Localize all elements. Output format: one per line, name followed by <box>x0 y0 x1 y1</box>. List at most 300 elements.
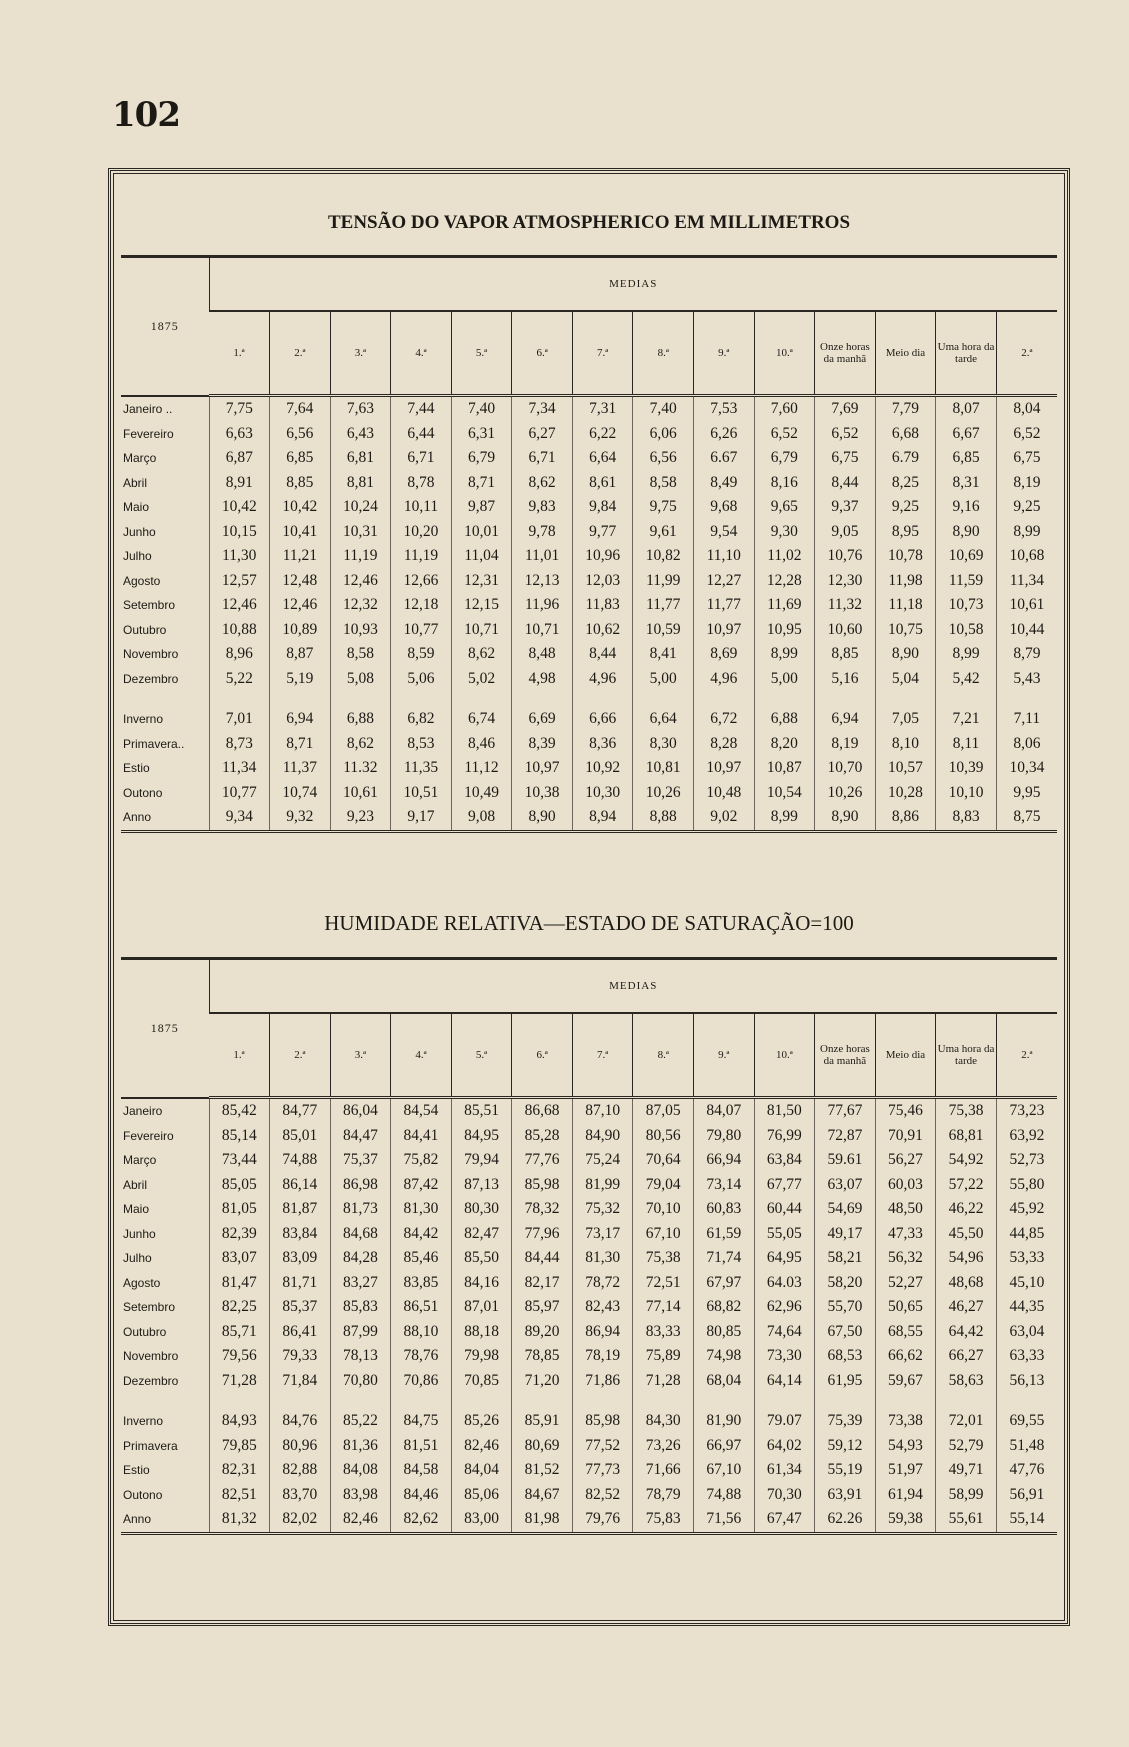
table-row <box>121 1246 1057 1271</box>
data-cell: 8,69 <box>694 642 755 667</box>
data-cell: 6,63 <box>209 422 270 447</box>
row-spacer <box>121 691 1057 707</box>
relative-humidity-section <box>121 893 1057 1535</box>
data-cell: 9,75 <box>633 495 694 520</box>
data-cell: 73,44 <box>209 1148 270 1173</box>
data-cell: 5,22 <box>209 667 270 692</box>
row-label: Abril <box>123 475 148 490</box>
data-cell: 81,90 <box>694 1409 755 1434</box>
data-cell: 8,19 <box>996 471 1057 496</box>
data-cell: 6,71 <box>512 446 573 471</box>
data-cell: 11,34 <box>209 756 270 781</box>
data-cell: 55,61 <box>936 1507 997 1533</box>
row-label: Novembro <box>123 1349 179 1364</box>
data-cell: 8,04 <box>996 396 1057 422</box>
data-cell: 10,31 <box>330 520 391 545</box>
table-row <box>121 446 1057 471</box>
column-header: 3.ª <box>330 1013 391 1098</box>
data-cell: 11.32 <box>330 756 391 781</box>
data-cell: 6,67 <box>936 422 997 447</box>
data-cell: 79,94 <box>451 1148 512 1173</box>
data-cell: 81,05 <box>209 1197 270 1222</box>
data-cell: 9,02 <box>694 805 755 831</box>
data-cell: 8,99 <box>936 642 997 667</box>
data-cell: 10,97 <box>694 618 755 643</box>
data-cell: 88,18 <box>451 1320 512 1345</box>
data-cell: 7,60 <box>754 396 815 422</box>
data-cell: 75,83 <box>633 1507 694 1533</box>
data-cell: 82,43 <box>572 1295 633 1320</box>
data-cell: 5,19 <box>270 667 331 692</box>
data-cell: 61,94 <box>875 1483 936 1508</box>
data-cell: 7,64 <box>270 396 331 422</box>
data-cell: 10,73 <box>936 593 997 618</box>
row-label: Estio <box>123 1463 150 1478</box>
table-row <box>121 707 1057 732</box>
data-cell: 68,81 <box>936 1124 997 1149</box>
column-header: 9.ª <box>694 311 755 396</box>
data-cell: 10,48 <box>694 781 755 806</box>
data-cell: 85,42 <box>209 1098 270 1124</box>
row-label: Outubro <box>123 1324 167 1339</box>
data-cell: 9,17 <box>391 805 452 831</box>
data-cell: 78,79 <box>633 1483 694 1508</box>
vapor-tension-section <box>121 185 1057 833</box>
data-cell: 7,69 <box>815 396 876 422</box>
data-cell: 81,71 <box>270 1271 331 1296</box>
data-cell: 56,32 <box>875 1246 936 1271</box>
data-cell: 76,99 <box>754 1124 815 1149</box>
data-cell: 84,47 <box>330 1124 391 1149</box>
data-cell: 84,58 <box>391 1458 452 1483</box>
row-label: Setembro <box>123 1300 176 1315</box>
data-cell: 89,20 <box>512 1320 573 1345</box>
data-cell: 8,31 <box>936 471 997 496</box>
data-cell: 70,86 <box>391 1369 452 1394</box>
data-cell: 10,96 <box>572 544 633 569</box>
data-cell: 66,94 <box>694 1148 755 1173</box>
data-cell: 87,01 <box>451 1295 512 1320</box>
data-cell: 10,87 <box>754 756 815 781</box>
data-cell: 10,60 <box>815 618 876 643</box>
data-cell: 74,88 <box>270 1148 331 1173</box>
data-cell: 10,42 <box>270 495 331 520</box>
data-cell: 63,33 <box>996 1344 1057 1369</box>
data-cell: 7,44 <box>391 396 452 422</box>
data-cell: 6,66 <box>572 707 633 732</box>
data-cell: 6,27 <box>512 422 573 447</box>
data-cell: 6,68 <box>875 422 936 447</box>
data-cell: 72,01 <box>936 1409 997 1434</box>
data-cell: 10,15 <box>209 520 270 545</box>
data-cell: 59,67 <box>875 1369 936 1394</box>
year-header: 1875 <box>121 257 209 396</box>
data-cell: 6,22 <box>572 422 633 447</box>
data-cell: 8,53 <box>391 732 452 757</box>
data-cell: 8,95 <box>875 520 936 545</box>
data-cell: 84,76 <box>270 1409 331 1434</box>
data-cell: 44,35 <box>996 1295 1057 1320</box>
data-cell: 8,19 <box>815 732 876 757</box>
data-cell: 6,52 <box>754 422 815 447</box>
data-cell: 81,32 <box>209 1507 270 1533</box>
column-header: 2.ª <box>996 311 1057 396</box>
data-cell: 85,46 <box>391 1246 452 1271</box>
data-cell: 9,32 <box>270 805 331 831</box>
data-cell: 84,68 <box>330 1222 391 1247</box>
data-cell: 8,79 <box>996 642 1057 667</box>
data-cell: 82,31 <box>209 1458 270 1483</box>
table-row <box>121 1098 1057 1124</box>
data-cell: 47,76 <box>996 1458 1057 1483</box>
data-cell: 10,54 <box>754 781 815 806</box>
data-cell: 8,99 <box>754 642 815 667</box>
data-cell: 85,22 <box>330 1409 391 1434</box>
data-cell: 9,61 <box>633 520 694 545</box>
column-header: 1.ª <box>209 311 270 396</box>
table-row <box>121 520 1057 545</box>
data-cell: 7,63 <box>330 396 391 422</box>
data-cell: 85,83 <box>330 1295 391 1320</box>
data-cell: 59.61 <box>815 1148 876 1173</box>
row-label: Fevereiro <box>123 1128 174 1143</box>
section-title: HUMIDADE RELATIVA—ESTADO DE SATURAÇÃO=100 <box>324 911 854 935</box>
data-cell: 8,99 <box>754 805 815 831</box>
data-cell: 60,83 <box>694 1197 755 1222</box>
row-label: Maio <box>123 1202 150 1217</box>
data-cell: 10,77 <box>209 781 270 806</box>
column-header: 3.ª <box>330 311 391 396</box>
column-header: 10.ª <box>754 311 815 396</box>
table-row <box>121 1197 1057 1222</box>
data-cell: 73,17 <box>572 1222 633 1247</box>
data-cell: 84,54 <box>391 1098 452 1124</box>
table-row <box>121 642 1057 667</box>
column-header: 6.ª <box>512 1013 573 1098</box>
data-cell: 80,30 <box>451 1197 512 1222</box>
data-cell: 8,75 <box>996 805 1057 831</box>
column-header: Meio dia <box>875 311 936 396</box>
data-cell: 84,42 <box>391 1222 452 1247</box>
data-cell: 87,05 <box>633 1098 694 1124</box>
data-cell: 10,26 <box>815 781 876 806</box>
data-cell: 6,72 <box>694 707 755 732</box>
data-cell: 10,26 <box>633 781 694 806</box>
data-cell: 79,33 <box>270 1344 331 1369</box>
data-cell: 5,42 <box>936 667 997 692</box>
data-cell: 10,44 <box>996 618 1057 643</box>
data-cell: 11,99 <box>633 569 694 594</box>
data-cell: 81,50 <box>754 1098 815 1124</box>
data-cell: 10,76 <box>815 544 876 569</box>
table-row <box>121 422 1057 447</box>
data-cell: 78,19 <box>572 1344 633 1369</box>
data-cell: 10,69 <box>936 544 997 569</box>
data-cell: 10,74 <box>270 781 331 806</box>
data-cell: 84,16 <box>451 1271 512 1296</box>
data-cell: 58,99 <box>936 1483 997 1508</box>
data-cell: 86,68 <box>512 1098 573 1124</box>
data-cell: 11,96 <box>512 593 573 618</box>
data-cell: 8,28 <box>694 732 755 757</box>
data-cell: 5,16 <box>815 667 876 692</box>
data-cell: 8,83 <box>936 805 997 831</box>
row-label: Agosto <box>123 1275 161 1290</box>
row-label: Anno <box>123 810 152 825</box>
data-cell: 10,71 <box>512 618 573 643</box>
data-cell: 63,84 <box>754 1148 815 1173</box>
data-cell: 53,33 <box>996 1246 1057 1271</box>
header-row-medias <box>121 959 1057 1014</box>
data-cell: 63,91 <box>815 1483 876 1508</box>
row-label: Outono <box>123 785 163 800</box>
data-cell: 12,46 <box>270 593 331 618</box>
data-cell: 9,08 <box>451 805 512 831</box>
column-header: Onze horas da manhã <box>815 1013 876 1098</box>
column-header: 5.ª <box>451 1013 512 1098</box>
data-cell: 84,95 <box>451 1124 512 1149</box>
data-cell: 8,11 <box>936 732 997 757</box>
data-cell: 6,44 <box>391 422 452 447</box>
data-cell: 10,20 <box>391 520 452 545</box>
table-row <box>121 396 1057 422</box>
data-cell: 8,10 <box>875 732 936 757</box>
table-row <box>121 1409 1057 1434</box>
data-cell: 8,39 <box>512 732 573 757</box>
data-cell: 84,75 <box>391 1409 452 1434</box>
data-cell: 8,87 <box>270 642 331 667</box>
data-cell: 8,78 <box>391 471 452 496</box>
data-cell: 70,30 <box>754 1483 815 1508</box>
data-cell: 75,24 <box>572 1148 633 1173</box>
data-cell: 8,91 <box>209 471 270 496</box>
data-cell: 10,92 <box>572 756 633 781</box>
data-cell: 10,68 <box>996 544 1057 569</box>
data-cell: 8,99 <box>996 520 1057 545</box>
data-cell: 6,85 <box>936 446 997 471</box>
data-cell: 11,69 <box>754 593 815 618</box>
data-cell: 77,52 <box>572 1434 633 1459</box>
table-row <box>121 544 1057 569</box>
row-label: Dezembro <box>123 671 179 686</box>
data-cell: 55,05 <box>754 1222 815 1247</box>
data-cell: 7,31 <box>572 396 633 422</box>
data-cell: 12,32 <box>330 593 391 618</box>
data-cell: 80,56 <box>633 1124 694 1149</box>
header-row-columns <box>121 311 1057 396</box>
data-cell: 64,42 <box>936 1320 997 1345</box>
page-frame <box>108 168 1070 1626</box>
data-cell: 56,91 <box>996 1483 1057 1508</box>
data-cell: 83,27 <box>330 1271 391 1296</box>
data-cell: 79.07 <box>754 1409 815 1434</box>
data-cell: 11,77 <box>633 593 694 618</box>
data-cell: 58,20 <box>815 1271 876 1296</box>
data-cell: 10,57 <box>875 756 936 781</box>
data-cell: 45,50 <box>936 1222 997 1247</box>
data-cell: 8,96 <box>209 642 270 667</box>
data-cell: 78,13 <box>330 1344 391 1369</box>
data-cell: 70,91 <box>875 1124 936 1149</box>
column-header: Onze horas da manhã <box>815 311 876 396</box>
data-cell: 66,97 <box>694 1434 755 1459</box>
data-cell: 83,85 <box>391 1271 452 1296</box>
data-cell: 81,51 <box>391 1434 452 1459</box>
data-cell: 84,04 <box>451 1458 512 1483</box>
data-cell: 81,98 <box>512 1507 573 1533</box>
data-cell: 10,38 <box>512 781 573 806</box>
data-cell: 6,79 <box>754 446 815 471</box>
data-cell: 11,30 <box>209 544 270 569</box>
data-cell: 67,77 <box>754 1173 815 1198</box>
data-cell: 75,37 <box>330 1148 391 1173</box>
data-cell: 54,93 <box>875 1434 936 1459</box>
column-header: 1.ª <box>209 1013 270 1098</box>
data-cell: 5,00 <box>633 667 694 692</box>
data-cell: 10,97 <box>694 756 755 781</box>
data-cell: 79,80 <box>694 1124 755 1149</box>
data-cell: 77,67 <box>815 1098 876 1124</box>
table-row <box>121 805 1057 831</box>
data-cell: 64,14 <box>754 1369 815 1394</box>
data-cell: 12,13 <box>512 569 573 594</box>
data-cell: 85,71 <box>209 1320 270 1345</box>
data-cell: 64.03 <box>754 1271 815 1296</box>
column-header: 2.ª <box>270 311 331 396</box>
column-header: Uma hora da tarde <box>936 1013 997 1098</box>
data-cell: 9,05 <box>815 520 876 545</box>
data-cell: 75,46 <box>875 1098 936 1124</box>
data-cell: 71,56 <box>694 1507 755 1533</box>
data-cell: 12,57 <box>209 569 270 594</box>
data-cell: 9,68 <box>694 495 755 520</box>
data-cell: 8,30 <box>633 732 694 757</box>
data-cell: 82,51 <box>209 1483 270 1508</box>
data-cell: 58,21 <box>815 1246 876 1271</box>
data-cell: 7,21 <box>936 707 997 732</box>
data-cell: 10,71 <box>451 618 512 643</box>
row-label: Novembro <box>123 647 179 662</box>
data-cell: 55,14 <box>996 1507 1057 1533</box>
data-cell: 81,47 <box>209 1271 270 1296</box>
data-cell: 12,31 <box>451 569 512 594</box>
data-cell: 8,90 <box>936 520 997 545</box>
data-cell: 83,84 <box>270 1222 331 1247</box>
data-cell: 62.26 <box>815 1507 876 1533</box>
data-cell: 81,30 <box>572 1246 633 1271</box>
data-cell: 6,85 <box>270 446 331 471</box>
row-label: Outubro <box>123 622 167 637</box>
data-cell: 77,96 <box>512 1222 573 1247</box>
table-row <box>121 569 1057 594</box>
data-cell: 78,85 <box>512 1344 573 1369</box>
row-label: Estio <box>123 761 150 776</box>
data-cell: 9,25 <box>875 495 936 520</box>
data-cell: 10,95 <box>754 618 815 643</box>
data-cell: 8,58 <box>330 642 391 667</box>
table-row <box>121 593 1057 618</box>
data-cell: 7,05 <box>875 707 936 732</box>
table-row <box>121 1369 1057 1394</box>
data-cell: 84,77 <box>270 1098 331 1124</box>
data-cell: 12,30 <box>815 569 876 594</box>
data-cell: 8,46 <box>451 732 512 757</box>
data-cell: 71,86 <box>572 1369 633 1394</box>
data-cell: 8,90 <box>875 642 936 667</box>
header-row-medias <box>121 257 1057 312</box>
data-cell: 8,20 <box>754 732 815 757</box>
data-cell: 12,46 <box>209 593 270 618</box>
data-cell: 84,90 <box>572 1124 633 1149</box>
data-cell: 82,47 <box>451 1222 512 1247</box>
data-cell: 6,26 <box>694 422 755 447</box>
data-cell: 71,84 <box>270 1369 331 1394</box>
data-cell: 68,82 <box>694 1295 755 1320</box>
data-cell: 11,59 <box>936 569 997 594</box>
data-cell: 81,99 <box>572 1173 633 1198</box>
data-cell: 84,93 <box>209 1409 270 1434</box>
data-cell: 67,10 <box>633 1222 694 1247</box>
data-cell: 79,04 <box>633 1173 694 1198</box>
data-cell: 54,96 <box>936 1246 997 1271</box>
data-cell: 9,95 <box>996 781 1057 806</box>
column-header: 5.ª <box>451 311 512 396</box>
data-cell: 6,52 <box>996 422 1057 447</box>
data-cell: 6,88 <box>330 707 391 732</box>
row-label: Junho <box>123 524 156 539</box>
data-cell: 78,32 <box>512 1197 573 1222</box>
section-title: TENSÃO DO VAPOR ATMOSPHERICO EM MILLIMETROS <box>327 212 851 233</box>
data-cell: 82,02 <box>270 1507 331 1533</box>
data-cell: 56,27 <box>875 1148 936 1173</box>
data-cell: 8,36 <box>572 732 633 757</box>
data-cell: 77,14 <box>633 1295 694 1320</box>
data-cell: 75,39 <box>815 1409 876 1434</box>
data-cell: 85,06 <box>451 1483 512 1508</box>
table-row <box>121 1124 1057 1149</box>
column-header: 2.ª <box>270 1013 331 1098</box>
data-cell: 85,91 <box>512 1409 573 1434</box>
data-cell: 48,68 <box>936 1271 997 1296</box>
data-cell: 11,98 <box>875 569 936 594</box>
data-cell: 61,59 <box>694 1222 755 1247</box>
data-cell: 10,93 <box>330 618 391 643</box>
data-cell: 69,55 <box>996 1409 1057 1434</box>
table-row <box>121 1222 1057 1247</box>
data-cell: 11,19 <box>391 544 452 569</box>
row-label: Janeiro .. <box>123 402 173 416</box>
data-cell: 10,89 <box>270 618 331 643</box>
column-header: 2.ª <box>996 1013 1057 1098</box>
data-cell: 9,65 <box>754 495 815 520</box>
data-cell: 5,08 <box>330 667 391 692</box>
medias-header: MEDIAS <box>209 959 1057 1014</box>
data-cell: 12,48 <box>270 569 331 594</box>
data-cell: 9,34 <box>209 805 270 831</box>
data-cell: 6,74 <box>451 707 512 732</box>
data-cell: 5,04 <box>875 667 936 692</box>
data-cell: 10,77 <box>391 618 452 643</box>
data-cell: 8,85 <box>815 642 876 667</box>
data-cell: 6,75 <box>815 446 876 471</box>
data-cell: 82,52 <box>572 1483 633 1508</box>
data-cell: 8,62 <box>451 642 512 667</box>
row-label: Primavera <box>123 1438 178 1453</box>
data-cell: 10,82 <box>633 544 694 569</box>
data-cell: 88,10 <box>391 1320 452 1345</box>
data-cell: 81,36 <box>330 1434 391 1459</box>
data-cell: 82,88 <box>270 1458 331 1483</box>
